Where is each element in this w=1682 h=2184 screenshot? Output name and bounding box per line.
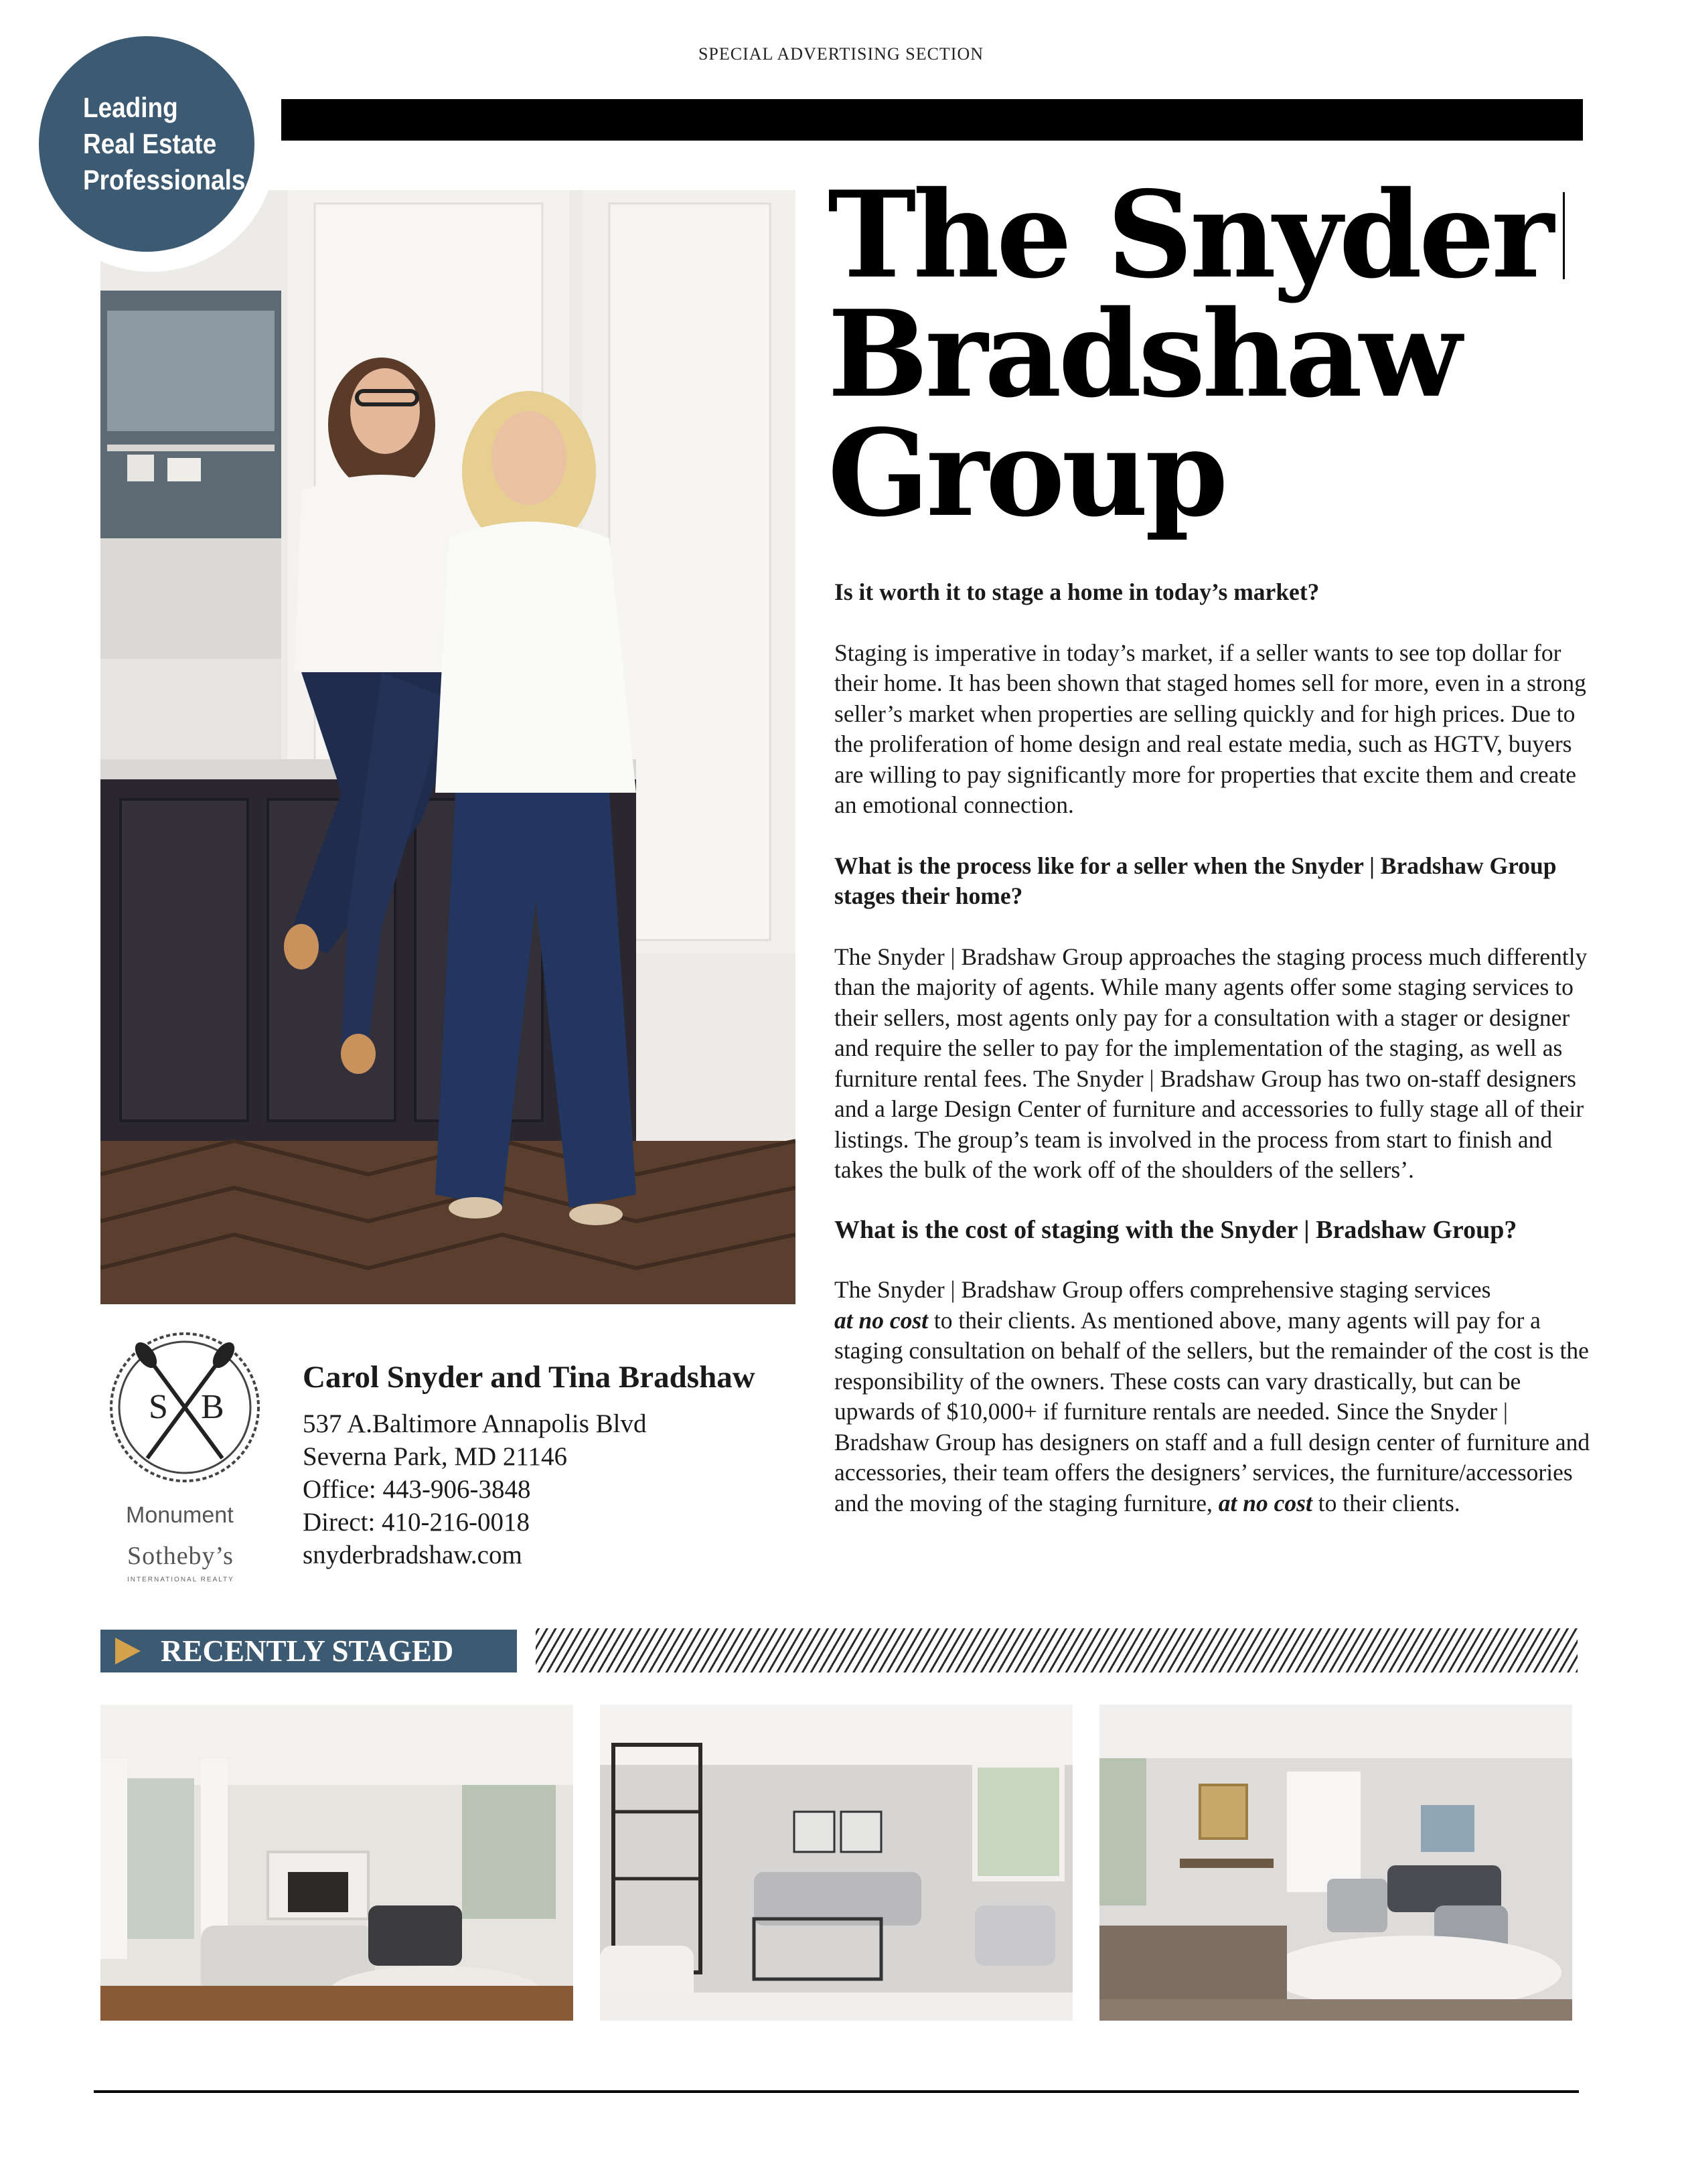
- title-divider: [1563, 192, 1565, 279]
- header-bar: [281, 99, 1583, 141]
- sothebys-brand: Sotheby’s: [127, 1542, 234, 1570]
- emphasis-no-cost-2: at no cost: [1218, 1489, 1312, 1516]
- address-line-2: Severna Park, MD 21146: [303, 1442, 567, 1471]
- contact-info: [303, 1407, 647, 1571]
- badge-line-1: Leading: [83, 92, 178, 123]
- answer-3-part-1: The Snyder | Bradshaw Group offers comprehensive staging services: [834, 1276, 1491, 1303]
- badge-text: [83, 90, 246, 198]
- answer-2: The Snyder | Bradshaw Group approaches the staging process much differently than the majority of agents. While many agents offer some staging services to their sellers, most agents only pay for a consultation with a stager or designer and require the seller to pay for the implementation of the staging, as well as furniture rental fees. The Snyder | Bradshaw Group has two on-staff designers and a large Design Center of furniture and accessories to fully stage all of their listings. The group’s team is involved in the process from start to finish and takes the bulk of the work off of the shoulders of the sellers’.: [834, 943, 1588, 1183]
- special-advertising-label: SPECIAL ADVERTISING SECTION: [698, 44, 984, 64]
- hatch-divider: [536, 1628, 1578, 1672]
- agent-names: Carol Snyder and Tina Bradshaw: [303, 1360, 755, 1395]
- emphasis-no-cost-1: at no cost: [834, 1306, 929, 1334]
- page-title: [828, 165, 1604, 543]
- title-line-2: Bradshaw: [828, 284, 1459, 424]
- sb-logo: [107, 1330, 262, 1485]
- office-phone[interactable]: Office: 443-906-3848: [303, 1475, 531, 1504]
- article-body: [834, 577, 1598, 1518]
- question-3: What is the cost of staging with the Snyder | Bradshaw Group?: [834, 1215, 1517, 1244]
- answer-3-part-3: to their clients.: [1312, 1489, 1460, 1516]
- logo-letter-b: B: [201, 1388, 224, 1426]
- logo-letter-s: S: [149, 1388, 168, 1426]
- question-1: Is it worth it to stage a home in today’s market?: [834, 578, 1320, 605]
- hero-photo: [100, 190, 795, 1304]
- answer-3: [834, 1275, 1598, 1518]
- direct-phone[interactable]: Direct: 410-216-0018: [303, 1508, 530, 1537]
- website-link[interactable]: snyderbradshaw.com: [303, 1541, 522, 1569]
- title-line-1: The Snyder: [828, 165, 1551, 305]
- badge-line-2: Real Estate: [83, 128, 217, 159]
- badge-line-3: Professionals: [83, 164, 246, 196]
- staged-photo-2: [600, 1705, 1073, 2021]
- staged-photo-3: [1099, 1705, 1572, 2021]
- play-arrow-icon: [115, 1638, 141, 1664]
- title-line-3: Group: [828, 403, 1225, 543]
- sothebys-subtitle: INTERNATIONAL REALTY: [127, 1576, 234, 1583]
- address-line-1: 537 A.Baltimore Annapolis Blvd: [303, 1409, 647, 1438]
- answer-3-part-2: to their clients. As mentioned above, many agents will pay for a staging consultation on behalf of the sellers, but the remainder of the cost is the responsibility of the owners. These costs can vary drastically, but can be upwards of $10,000+ if furniture rentals are needed. Since the Snyder | Bradshaw Group has designers on staff and a full design center of furniture and accessories, their team offers the designers’ services, the furniture/accessories and the moving of the staging furniture,: [834, 1306, 1590, 1516]
- bottom-rule: [94, 2090, 1579, 2093]
- answer-1: Staging is imperative in today’s market, if a seller wants to see top dollar for their home. It has been shown that staged homes sell for more, even in a strong seller’s market when properties are selling quickly and for high prices. Due to the proliferation of home design and real estate media, such as HGTV, buyers are willing to pay significantly more for properties that excite them and create an emotional connection.: [834, 639, 1586, 818]
- staged-photo-1: [100, 1705, 573, 2021]
- recently-staged-label: RECENTLY STAGED: [161, 1634, 454, 1668]
- monument-brand: Monument: [126, 1502, 234, 1528]
- question-2: What is the process like for a seller when the Snyder | Bradshaw Group stages their home?: [834, 852, 1557, 909]
